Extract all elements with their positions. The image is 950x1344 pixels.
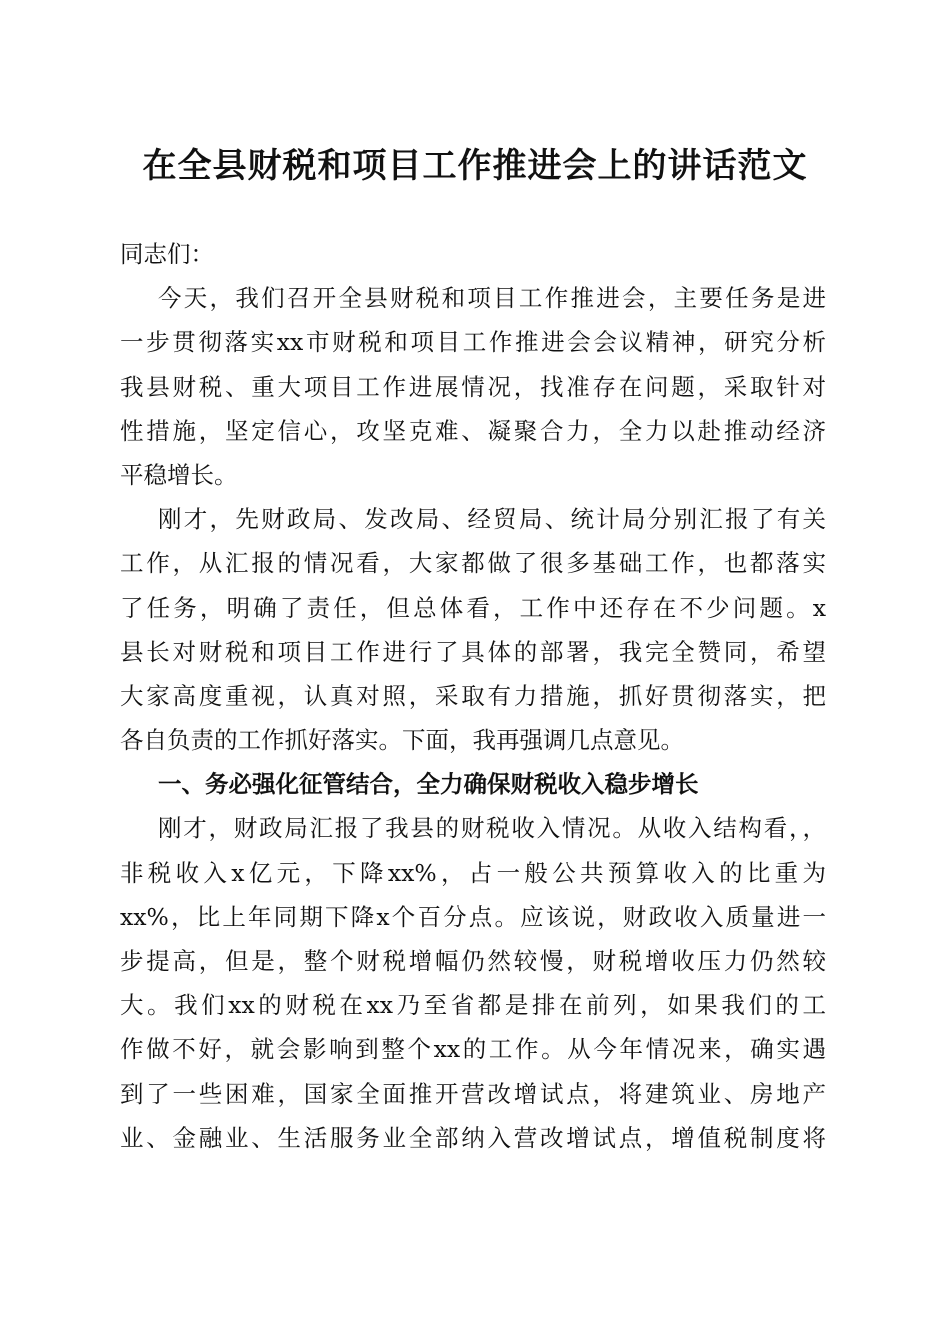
paragraph-line: 一步贯彻落实xx市财税和项目工作推进会会议精神，研究分析 (120, 328, 826, 357)
salutation: 同志们： (120, 240, 214, 268)
paragraph-line: 了任务，明确了责任，但总体看，工作中还存在不少问题。x (120, 593, 826, 622)
paragraph-line: 业、金融业、生活服务业全部纳入营改增试点，增值税制度将 (120, 1123, 826, 1152)
document-title: 在全县财税和项目工作推进会上的讲话范文 (142, 146, 808, 186)
paragraph-line: 非税收入x亿元，下降xx%，占一般公共预算收入的比重为 (120, 858, 826, 887)
paragraph-line: 作做不好，就会影响到整个xx的工作。从今年情况来，确实遇 (120, 1035, 826, 1064)
paragraph-line: 刚才，先财政局、发改局、经贸局、统计局分别汇报了有关 (158, 505, 826, 534)
paragraph-line: 步提高，但是，整个财税增幅仍然较慢，财税增收压力仍然较 (120, 947, 826, 975)
section-heading: 一、务必强化征管结合，全力确保财税收入稳步增长 (158, 770, 699, 799)
paragraph-line: 性措施，坚定信心，攻坚克难、凝聚合力，全力以赴推动经济 (120, 416, 826, 445)
paragraph-line: xx%，比上年同期下降x个百分点。应该说，财政收入质量进一 (120, 902, 826, 931)
paragraph-line: 大家高度重视，认真对照，采取有力措施，抓好贯彻落实，把 (120, 681, 826, 710)
paragraph-line: 大。我们xx的财税在xx乃至省都是排在前列，如果我们的工 (120, 991, 826, 1020)
paragraph-line: 我县财税、重大项目工作进展情况，找准存在问题，采取针对 (120, 372, 826, 401)
paragraph-line: 工作，从汇报的情况看，大家都做了很多基础工作，也都落实 (120, 549, 826, 578)
paragraph-line: 县长对财税和项目工作进行了具体的部署，我完全赞同，希望 (120, 637, 826, 666)
paragraph-line: 刚才，财政局汇报了我县的财税收入情况。从收入结构看，， (158, 814, 826, 843)
paragraph-line: 今天，我们召开全县财税和项目工作推进会，主要任务是进 (158, 284, 826, 313)
document-body (120, 232, 826, 1160)
paragraph-line: 平稳增长。 (120, 460, 238, 489)
paragraph-line: 到了一些困难，国家全面推开营改增试点，将建筑业、房地产 (120, 1079, 826, 1108)
paragraph-line: 各自负责的工作抓好落实。下面，我再强调几点意见。 (120, 726, 684, 755)
